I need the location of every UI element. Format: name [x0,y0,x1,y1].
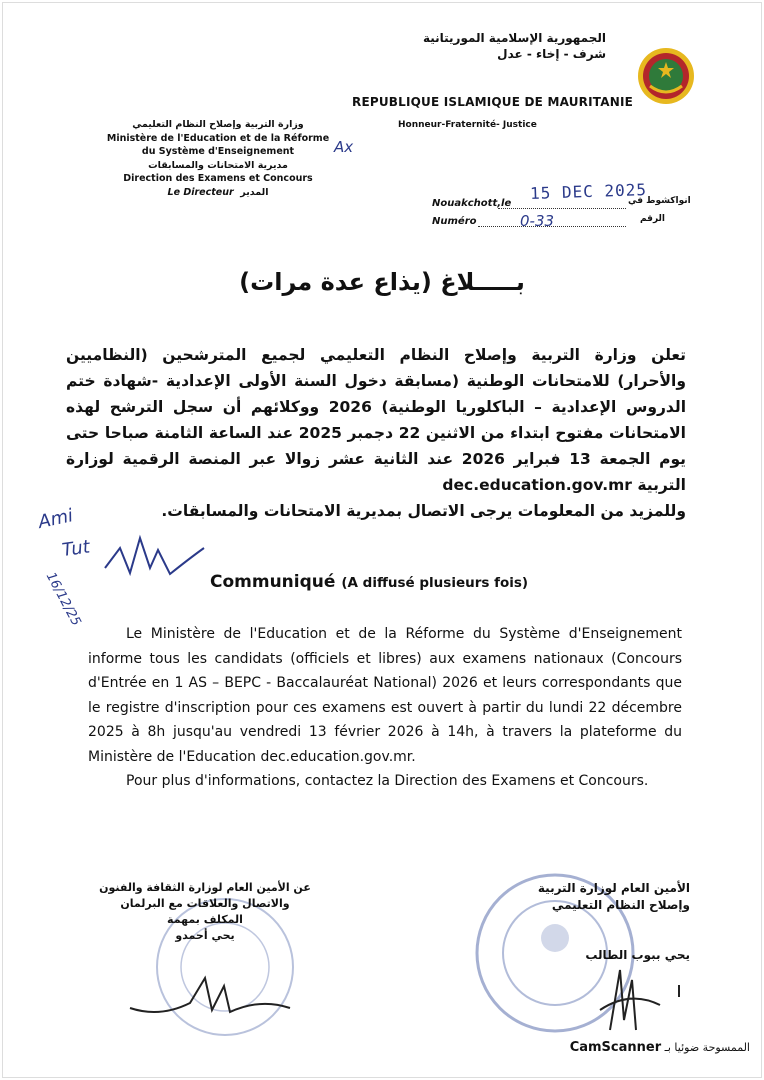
header-arabic-country [423,30,606,62]
motto-fr: Honneur-Fraternité- Justice [398,120,537,130]
number-label-ar: الرقم [640,214,666,224]
motto-ar: شرف - إخاء - عدل [497,47,606,61]
right-margin-mark [678,985,680,997]
communique-paragraph-1: Le Ministère de l'Education et de la Réforme du Système d'Enseignement informe tous les candidats (officiels et libres) aux examens nationaux (Concours d'Entrée en 1 AS – BEPC - Baccalauréat National) 2026 et leurs correspondants que le registre d'inscription pour ces examens est ouvert à partir du lundi 22 décembre 2025 à 8h jusqu'au vendredi 13 février 2026 à 14h, à travers la plateforme du Ministère de l'Education dec.education.gov.mr. [88,626,682,765]
signature-left-scribble [120,968,300,1028]
sig-left-line3: المكلف بمهمة [167,913,243,926]
sig-left-line2: والاتصال والعلاقات مع البرلمان [120,897,290,910]
signature-right-scribble [560,960,680,1040]
date-stamp: 15 DEC 2025 [529,179,648,204]
national-emblem [636,46,696,106]
director-fr: Le Directeur [167,186,234,198]
handnote-signature [100,528,210,588]
handnote-line1: Ami [36,505,75,534]
communique-title [210,572,528,592]
sig-right-name: يحي ببوب الطالب [585,948,690,962]
communique-subtitle: (A diffusé plusieurs fois) [341,575,529,591]
signature-right [470,880,690,914]
city-label: Nouakchott,le [432,198,512,209]
city-label-ar: انواكشوط في [628,196,691,206]
communique-body [88,622,682,794]
ministry-ar: وزارة التربية وإصلاح النظام التعليمي [132,119,304,130]
announcement-closing-ar: وللمزيد من المعلومات يرجى الاتصال بمديرية الامتحانات والمسابقات. [161,502,686,520]
handnote-line2: Tut [60,536,92,562]
country-name-ar: الجمهورية الإسلامية الموريتانية [422,31,606,45]
signature-left [90,880,320,944]
director-line [98,186,338,200]
announcement-title-ar: بـــــلاغ (يذاع عدة مرات) [239,268,525,296]
sig-left-name: يحي أحمدو [175,929,235,942]
scanner-label-ar: الممسوحة ضوئيا بـ [664,1041,750,1054]
number-label: Numéro [432,216,477,227]
scanner-watermark [560,1040,750,1055]
ministry-block [98,118,338,199]
announcement-paragraph-ar: تعلن وزارة التربية وإصلاح النظام التعليمي لجميع المترشحين (النظاميين والأحرار) للامتحانات الوطنية (مسابقة دخول السنة الأولى الإعدادية -شهادة ختم الدروس الإعدادية – الباكلوريا الوطنية) 2026 ووكلائهم أن سجل الترشح لهذه الامتحانات مفتوح ابتداء من الاثنين 22 دجمبر 2025 عند الساعة الثامنة صباحا حتى يوم الجمعة 13 فبراير 2026 عند الثانية عشر زوالا عبر المنصة الرقمية لوزارة التربية dec.education.gov.mr [66,346,687,494]
sig-left-line1: عن الأمين العام لوزارة الثقافة والفنون [99,881,311,894]
director-ar: المدير [240,186,269,198]
announcement-body-ar [66,342,686,524]
initials-mark: Ax [334,138,354,156]
handwritten-number: 0-33 [520,212,555,230]
ministry-fr-1: Ministère de l'Education et de la Réforme [106,132,330,144]
communique-title-main: Communiqué [210,572,336,592]
scanner-app-name: CamScanner [569,1040,662,1055]
sig-right-line1: الأمين العام لوزارة التربية [537,881,690,895]
handnote-date: 16/12/25 [42,570,84,629]
ministry-fr-2: du Système d'Enseignement [141,146,295,157]
communique-paragraph-2: Pour plus d'informations, contactez la Direction des Examens et Concours. [126,773,649,789]
date-dotted-line [498,208,626,209]
republic-name: REPUBLIQUE ISLAMIQUE DE MAURITANIE [352,95,634,109]
direction-fr: Direction des Examens et Concours [123,173,313,184]
direction-ar: مديرية الامتحانات والمسابقات [148,159,288,171]
sig-right-line2: وإصلاح النظام التعليمي [551,898,690,912]
